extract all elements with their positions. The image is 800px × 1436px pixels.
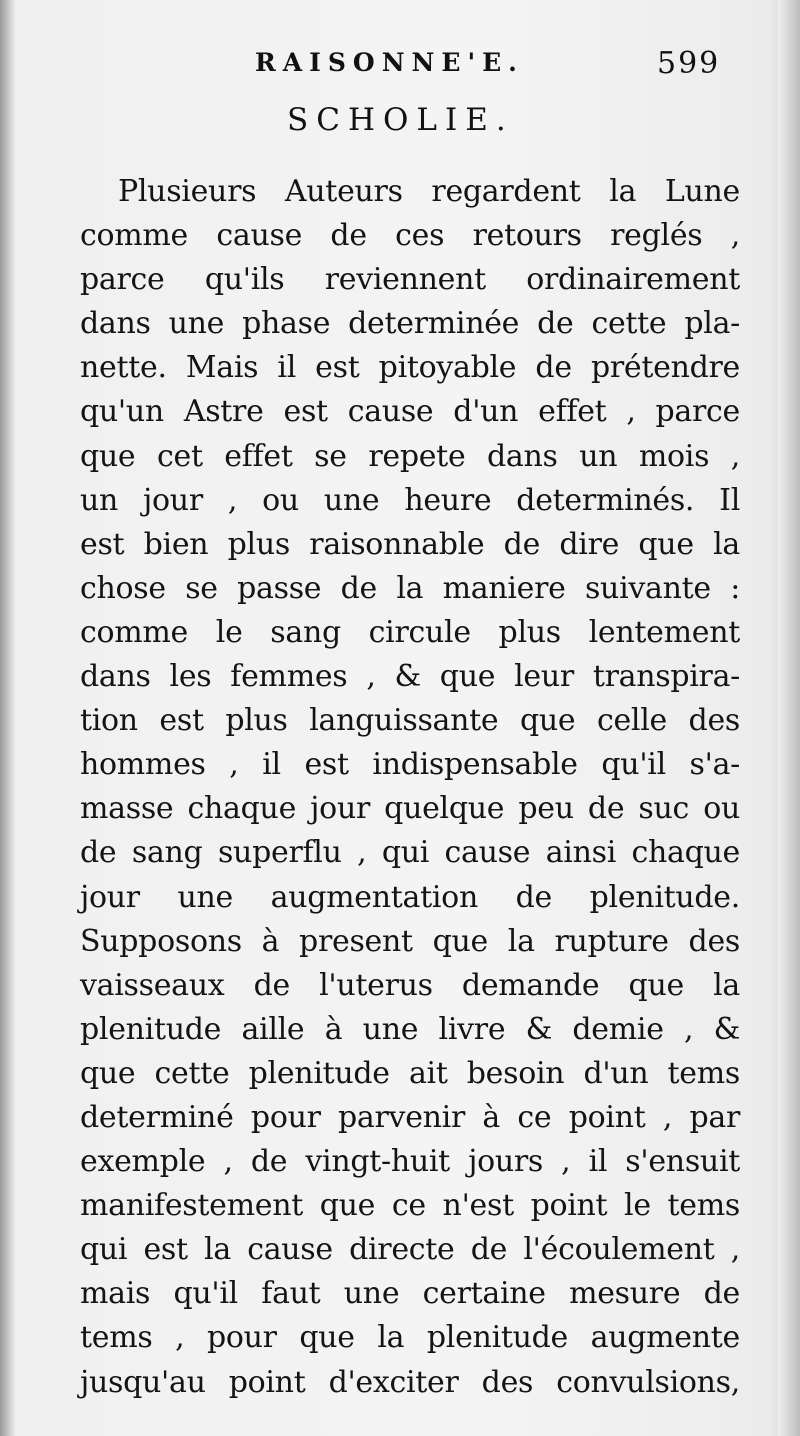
text-line: Supposons à present que la rupture des [80, 923, 740, 959]
text-line: qui est la cause directe de l'écoulement , [80, 1232, 740, 1268]
text-line: jusqu'au point d'exciter des convulsions, [80, 1364, 740, 1400]
page-right-edge [778, 0, 800, 1436]
text-line: jour une augmentation de plenitude. [80, 879, 740, 915]
text-line: manifestement que ce n'est point le tems [80, 1188, 740, 1224]
text-line: hommes , il est indispensable qu'il s'a- [80, 747, 740, 783]
text-line: vaisseaux de l'uterus demande que la [80, 967, 740, 1003]
text-line: dans les femmes , & que leur transpira- [80, 659, 740, 695]
text-line: qu'un Astre est cause d'un effet , parce [80, 394, 740, 430]
text-line: que cet effet se repete dans un mois , [80, 438, 740, 474]
text-line: un jour , ou une heure determinés. Il [80, 482, 740, 518]
text-line: plenitude aille à une livre & demie , & [80, 1011, 740, 1047]
text-line: tion est plus languissante que celle des [80, 703, 740, 739]
text-line: chose se passe de la maniere suivante : [80, 570, 740, 606]
text-line: masse chaque jour quelque peu de suc ou [80, 791, 740, 827]
page-left-edge [0, 0, 14, 1436]
page-number: 599 [657, 46, 721, 81]
text-line: comme le sang circule plus lentement [80, 614, 740, 650]
text-line: que cette plenitude ait besoin d'un tems [80, 1055, 740, 1091]
text-line: determiné pour parvenir à ce point , par [80, 1099, 740, 1135]
text-line: mais qu'il faut une certaine mesure de [80, 1276, 740, 1312]
text-line: comme cause de ces retours reglés , [80, 218, 740, 254]
text-line: tems , pour que la plenitude augmente [80, 1320, 740, 1356]
text-line: parce qu'ils reviennent ordinairement [80, 262, 740, 298]
running-head-title: RAISONNE'E. [255, 48, 524, 77]
body-text [80, 170, 740, 1405]
text-line: Plusieurs Auteurs regardent la Lune [118, 174, 740, 209]
text-line: de sang superflu , qui cause ainsi chaque [80, 835, 740, 871]
text-line: exemple , de vingt-huit jours , il s'ensuit [80, 1144, 740, 1180]
text-line: est bien plus raisonnable de dire que la [80, 526, 740, 562]
running-head [0, 46, 800, 94]
section-title: SCHOLIE. [287, 102, 514, 138]
text-line: dans une phase determinée de cette pla- [80, 306, 740, 342]
text-line: nette. Mais il est pitoyable de prétendre [80, 350, 740, 386]
